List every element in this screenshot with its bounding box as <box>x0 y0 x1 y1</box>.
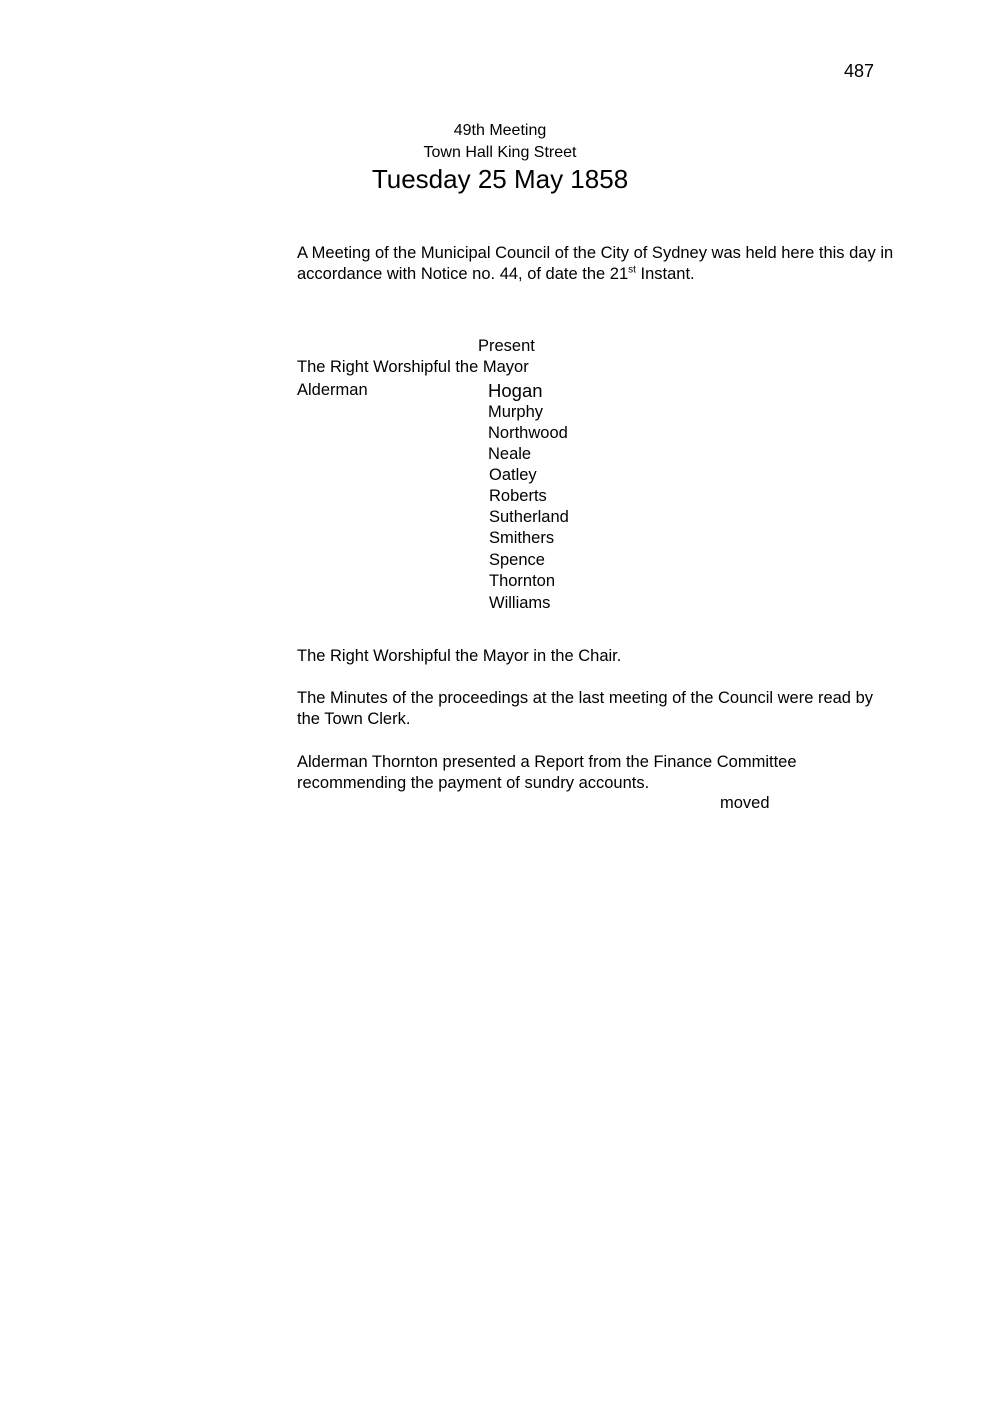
alderman-name: Murphy <box>488 403 544 421</box>
chair-paragraph: The Right Worshipful the Mayor in the Chair. <box>297 647 622 665</box>
alderman-name: Spence <box>489 551 545 569</box>
alderman-name: Roberts <box>489 487 547 505</box>
alderman-name: Smithers <box>489 529 555 547</box>
intro-superscript: st <box>628 264 636 276</box>
alderman-name: Williams <box>489 594 551 612</box>
intro-text-end: Instant. <box>635 265 695 283</box>
alderman-name: Sutherland <box>489 508 569 526</box>
alderman-name: Neale <box>488 445 532 463</box>
present-heading: Present <box>478 337 535 355</box>
minutes-paragraph: The Minutes of the proceedings at the last meeting of the Council were read by the Town Clerk. <box>297 689 873 728</box>
alderman-name: Northwood <box>488 424 568 442</box>
meeting-number: 49th Meeting <box>453 122 547 139</box>
alderman-name: Oatley <box>489 466 537 484</box>
page-number: 487 <box>844 61 875 81</box>
mayor-line: The Right Worshipful the Mayor <box>297 358 529 376</box>
alderman-label: Alderman <box>297 381 368 399</box>
intro-text: A Meeting of the Municipal Council of the City of Sydney was held here this day in accordance with Notice no. 44, of date the 21 <box>297 244 894 283</box>
alderman-name: Hogan <box>488 380 543 401</box>
catchword: moved <box>720 794 770 812</box>
meeting-date: Tuesday 25 May 1858 <box>371 164 629 194</box>
finance-report-paragraph: Alderman Thornton presented a Report from the Finance Committee recommending the payment of sundry accounts. <box>297 753 797 792</box>
intro-paragraph <box>297 243 897 285</box>
alderman-name: Thornton <box>489 572 556 590</box>
meeting-location: Town Hall King Street <box>423 144 577 161</box>
